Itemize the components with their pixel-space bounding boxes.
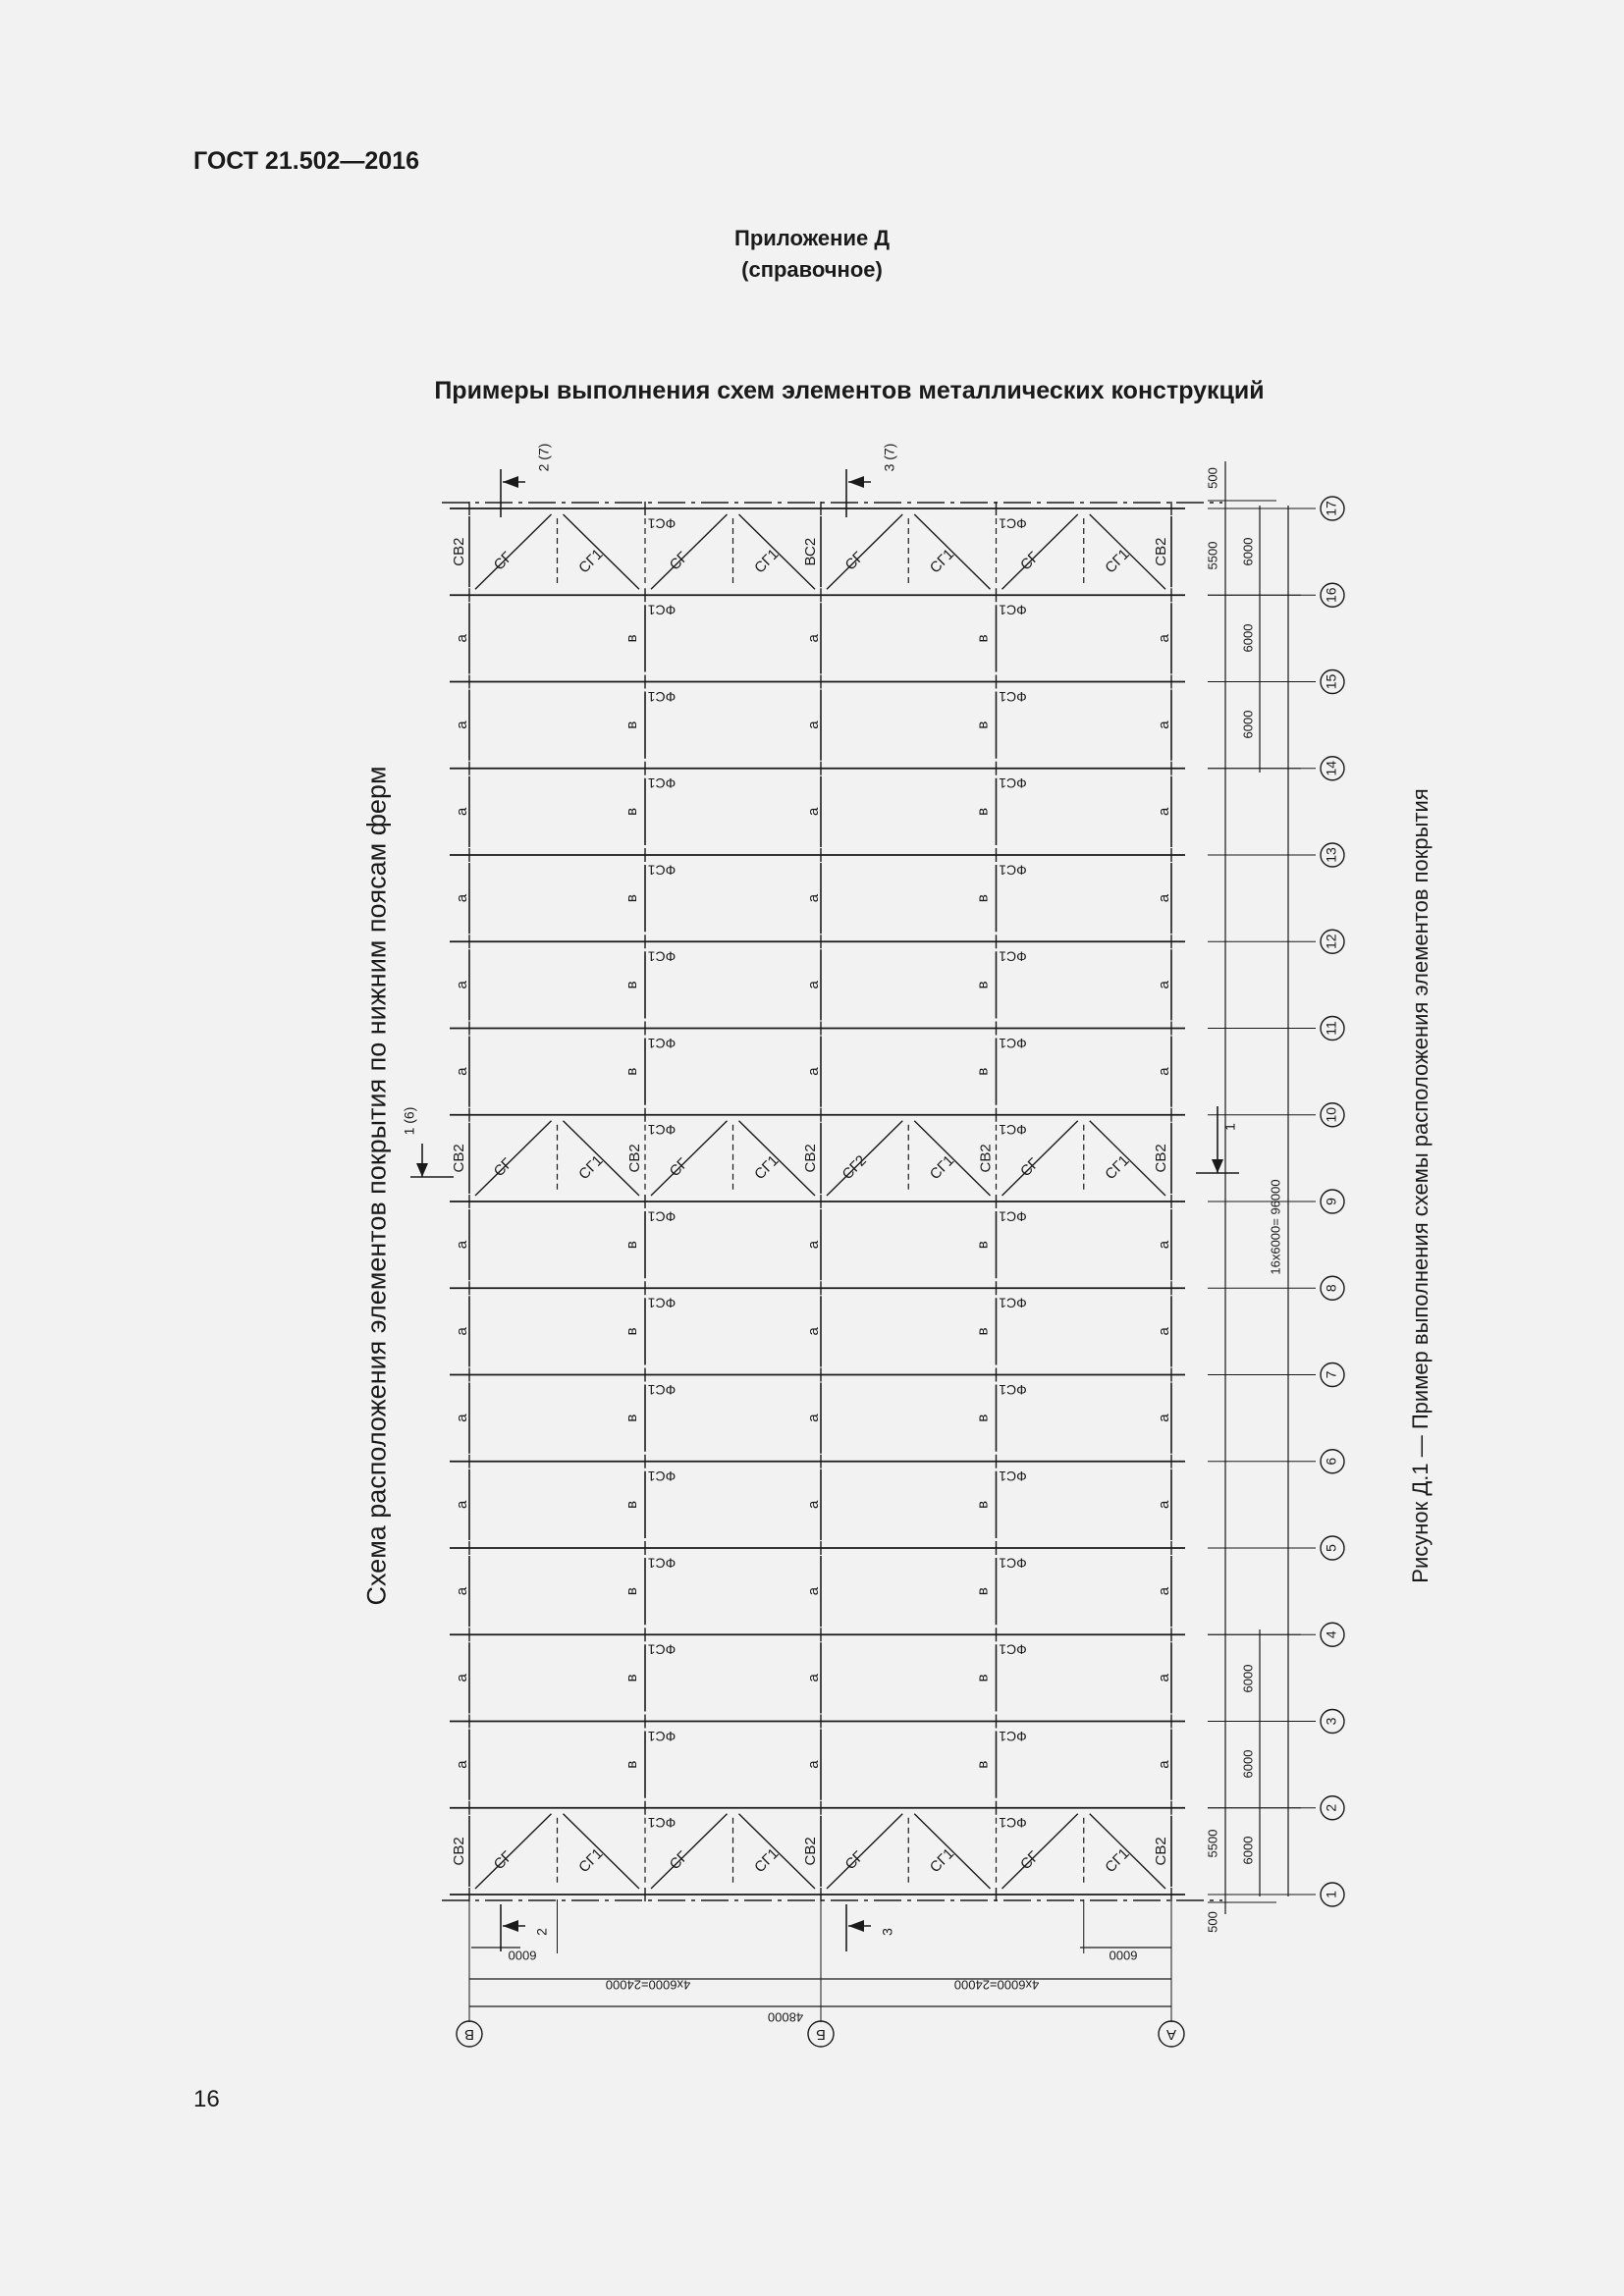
strut-label: а [453,1414,470,1422]
axis-label-7: 7 [1323,1370,1339,1379]
truss-label: ФС1 [999,1468,1027,1485]
dimension-lines [410,461,1316,2022]
strut-label: а [453,1240,470,1250]
truss-label: ФС1 [647,1468,677,1485]
chord-label: в [623,1067,640,1076]
dimension-label: 6000 [1240,623,1256,653]
standard-designation: ГОСТ 21.502—2016 [193,147,420,175]
section-1-right-arrowhead [1212,1159,1223,1173]
dimension-label: 6000 [1240,1664,1256,1693]
brace-label: СГ [490,549,516,574]
axis-label-В: В [463,2026,475,2044]
strut-label: а [453,981,470,989]
brace-label: СГ1 [751,1844,783,1877]
strut-label: а [804,893,822,903]
strut-label: а [453,1327,470,1336]
strut-label: а [804,1674,822,1682]
truss-label: ФС1 [999,1035,1027,1051]
center-strut-label: СВ2 [801,1144,819,1173]
axis-label-13: 13 [1323,847,1339,863]
truss-label: ФС1 [647,1555,677,1572]
chord-label: в [623,1327,640,1336]
brace-label: СГ [1017,1847,1043,1874]
edge-strut-label: СВ2 [1152,537,1169,566]
section-title: Примеры выполнения схем элементов металлических конструкций [434,377,1265,404]
strut-label: а [804,1240,822,1250]
axis-label-17: 17 [1323,501,1339,516]
chord-label: в [623,1500,640,1509]
strut-label: а [1155,1760,1172,1769]
center-strut-label: СВ2 [801,1837,819,1866]
axis-label-2: 2 [1323,1803,1339,1812]
section-3-bottom-label: 3 [879,1928,895,1936]
chord-label: в [974,1760,992,1769]
axis-label-5: 5 [1323,1544,1339,1552]
edge-strut-label: СВ2 [1152,1144,1169,1173]
truss-label: ФС1 [647,688,677,705]
brace-line [827,514,902,589]
dimension-label: 6000 [1240,1749,1256,1779]
brace-line [564,514,640,589]
truss-label: ФС1 [999,775,1027,792]
section-1-right-label: 1 [1221,1123,1238,1131]
dimension-label: 16x6000= 96000 [1268,1179,1283,1275]
brace-label: СГ1 [926,546,958,577]
brace-label: СГ1 [1102,1151,1133,1184]
chord-label: в [974,981,992,989]
strut-label: а [453,1760,470,1769]
dimension-label: 4x6000=24000 [605,1977,691,1993]
truss-label: ФС1 [999,1381,1027,1398]
brace-label: СГ [666,1154,692,1181]
chord-label: в [974,721,992,729]
chord-label: в [974,1674,992,1682]
structural-grid [442,502,1222,1901]
section-1-left-arrowhead [416,1163,428,1177]
brace-label: СГ [1017,1154,1043,1181]
brace-line [827,1814,902,1889]
axis-label-6: 6 [1323,1457,1339,1466]
brace-label: СГ [841,549,867,574]
strut-label: а [1155,893,1172,903]
strut-label: а [804,1327,822,1336]
dimension-label: 5500 [1205,1829,1220,1858]
axis-label-10: 10 [1323,1106,1339,1123]
axis-label-11: 11 [1323,1021,1339,1036]
truss-label: ФС1 [647,515,677,532]
brace-label: СГ [490,1154,516,1181]
truss-label: ФС1 [999,602,1027,618]
chord-label: в [623,894,640,903]
strut-label: а [453,893,470,903]
strut-label: а [453,1674,470,1682]
edge-strut-label: СВ2 [450,1837,467,1866]
brace-line [827,1121,902,1196]
element-labels [402,444,1283,2025]
strut-label: а [804,1760,822,1769]
chord-label: в [974,1327,992,1336]
chord-label: в [974,1587,992,1596]
chord-label: в [974,1241,992,1250]
dimension-label: 500 [1205,1911,1220,1933]
brace-label: СГ [841,1847,867,1874]
chord-label: в [623,1587,640,1596]
chord-label: в [623,1414,640,1422]
strut-label: а [1155,981,1172,989]
dimension-label: 4x6000=24000 [953,1977,1040,1993]
truss-label: ФС1 [999,1208,1027,1225]
strut-label: а [453,1586,470,1596]
dimension-label: 500 [1205,467,1220,489]
chord-label: в [974,807,992,816]
chord-label: в [974,1067,992,1076]
brace-label: СГ1 [1102,1844,1133,1877]
brace-label: СГ [490,1847,516,1874]
strut-label: а [804,1500,822,1510]
truss-label: ФС1 [647,1728,677,1744]
truss-label: ФС1 [647,775,677,792]
strut-label: а [804,1586,822,1596]
axis-label-9: 9 [1323,1198,1339,1205]
brace-line [475,1814,552,1889]
strut-label: а [453,1067,470,1076]
strut-label: а [804,1414,822,1422]
truss-label: ФС1 [647,1035,677,1051]
axis-markers [457,497,1344,2047]
truss-label: ФС1 [999,1815,1027,1832]
chord-label: в [974,1500,992,1509]
brace-line [475,514,552,589]
strut-label: а [453,721,470,729]
edge-strut-label: СВ2 [450,1144,467,1173]
section-2-top-label: 2 (7) [535,443,552,472]
chord-label: в [974,1414,992,1422]
brace-label: СГ1 [575,1844,607,1877]
truss-label: ФС1 [999,515,1027,532]
chord-label: в [623,1674,640,1682]
strut-label: а [453,1500,470,1510]
edge-strut-label: СВ2 [450,537,467,566]
annex-subtitle: (справочное) [741,257,883,282]
dimension-label: 6000 [1240,1836,1256,1865]
annex-title: Приложение Д [734,226,890,250]
truss-label: ФС1 [999,1555,1027,1572]
brace-line [564,1814,640,1889]
truss-label: ФС1 [999,1295,1027,1311]
axis-label-8: 8 [1323,1284,1339,1293]
brace-label: СГ1 [926,1844,958,1877]
center-strut-label: СВ2 [625,1144,643,1173]
strut-label: а [1155,1067,1172,1076]
figure-caption: Рисунок Д.1 — Пример выполнения схемы расположения элементов покрытия [1408,788,1433,1583]
strut-label: а [1155,721,1172,729]
strut-label: а [1155,1674,1172,1682]
truss-label: ФС1 [999,688,1027,705]
truss-label: ФС1 [647,1295,677,1311]
truss-label: ФС1 [647,1641,677,1658]
axis-label-Б: Б [816,2026,826,2044]
truss-label: ФС1 [999,862,1027,879]
strut-label: а [453,807,470,817]
strut-label: а [1155,1327,1172,1336]
axis-label-14: 14 [1323,760,1339,776]
brace-label: СГ [666,1847,692,1874]
truss-label: ФС1 [999,1641,1027,1658]
brace-label: СГ [1017,549,1043,574]
strut-label: а [804,807,822,817]
strut-label: а [1155,1500,1172,1510]
truss-label: ФС1 [999,948,1027,965]
strut-label: а [804,1067,822,1076]
truss-label: ФС1 [647,602,677,618]
page-number: 16 [193,2086,220,2112]
brace-label: СГ2 [839,1151,870,1184]
truss-label: ФС1 [647,862,677,879]
scheme-title: Схема расположения элементов покрытия по нижним поясам ферм [361,766,392,1606]
strut-label: а [453,634,470,643]
truss-label: ФС1 [999,1122,1027,1139]
axis-label-А: А [1165,2026,1177,2044]
brace-label: СГ1 [1102,546,1133,577]
section-2-bottom-label: 2 [533,1928,550,1936]
strut-label: а [1155,1586,1172,1596]
truss-label: ФС1 [647,1208,677,1225]
section-1-left-label: 1 (6) [401,1106,417,1136]
section-3-top-label: 3 (7) [881,443,897,472]
dimension-label: 48000 [767,2009,804,2025]
brace-label: СГ1 [575,1151,607,1184]
axis-label-3: 3 [1323,1717,1339,1726]
axis-label-12: 12 [1323,934,1339,950]
dimension-label: 6000 [1240,537,1256,566]
chord-label: в [974,634,992,643]
axis-label-16: 16 [1323,587,1339,604]
strut-label: а [1155,634,1172,643]
strut-label: а [1155,1240,1172,1250]
truss-label: ФС1 [647,1381,677,1398]
truss-label: ФС1 [999,1728,1027,1744]
brace-label: СГ1 [751,546,783,577]
strut-label: а [804,634,822,643]
chord-label: в [623,807,640,816]
brace-line [914,1814,990,1889]
chord-label: в [623,1241,640,1250]
center-strut-label: ВС2 [801,537,819,566]
center-strut-label: СВ2 [977,1144,995,1173]
brace-label: СГ [666,549,692,574]
strut-label: а [804,721,822,729]
brace-label: СГ1 [575,546,607,577]
strut-label: а [804,981,822,989]
dimension-label: 6000 [1109,1948,1138,1963]
dimension-label: 6000 [508,1948,537,1963]
brace-label: СГ1 [926,1151,958,1184]
dimension-label: 6000 [1240,710,1256,739]
brace-line [914,514,990,589]
chord-label: в [623,981,640,989]
truss-label: ФС1 [647,1815,677,1832]
brace-line [475,1121,552,1196]
axis-label-15: 15 [1323,673,1339,690]
axis-label-4: 4 [1323,1630,1339,1639]
strut-label: а [1155,1414,1172,1422]
chord-label: в [623,634,640,643]
strut-label: а [1155,807,1172,817]
edge-strut-label: СВ2 [1152,1837,1169,1866]
axis-label-1: 1 [1323,1891,1339,1898]
brace-label: СГ1 [751,1151,783,1184]
chord-label: в [974,894,992,903]
truss-label: ФС1 [647,1122,677,1139]
chord-label: в [623,721,640,729]
chord-label: в [623,1760,640,1769]
truss-label: ФС1 [647,948,677,965]
dimension-label: 5500 [1205,541,1220,570]
